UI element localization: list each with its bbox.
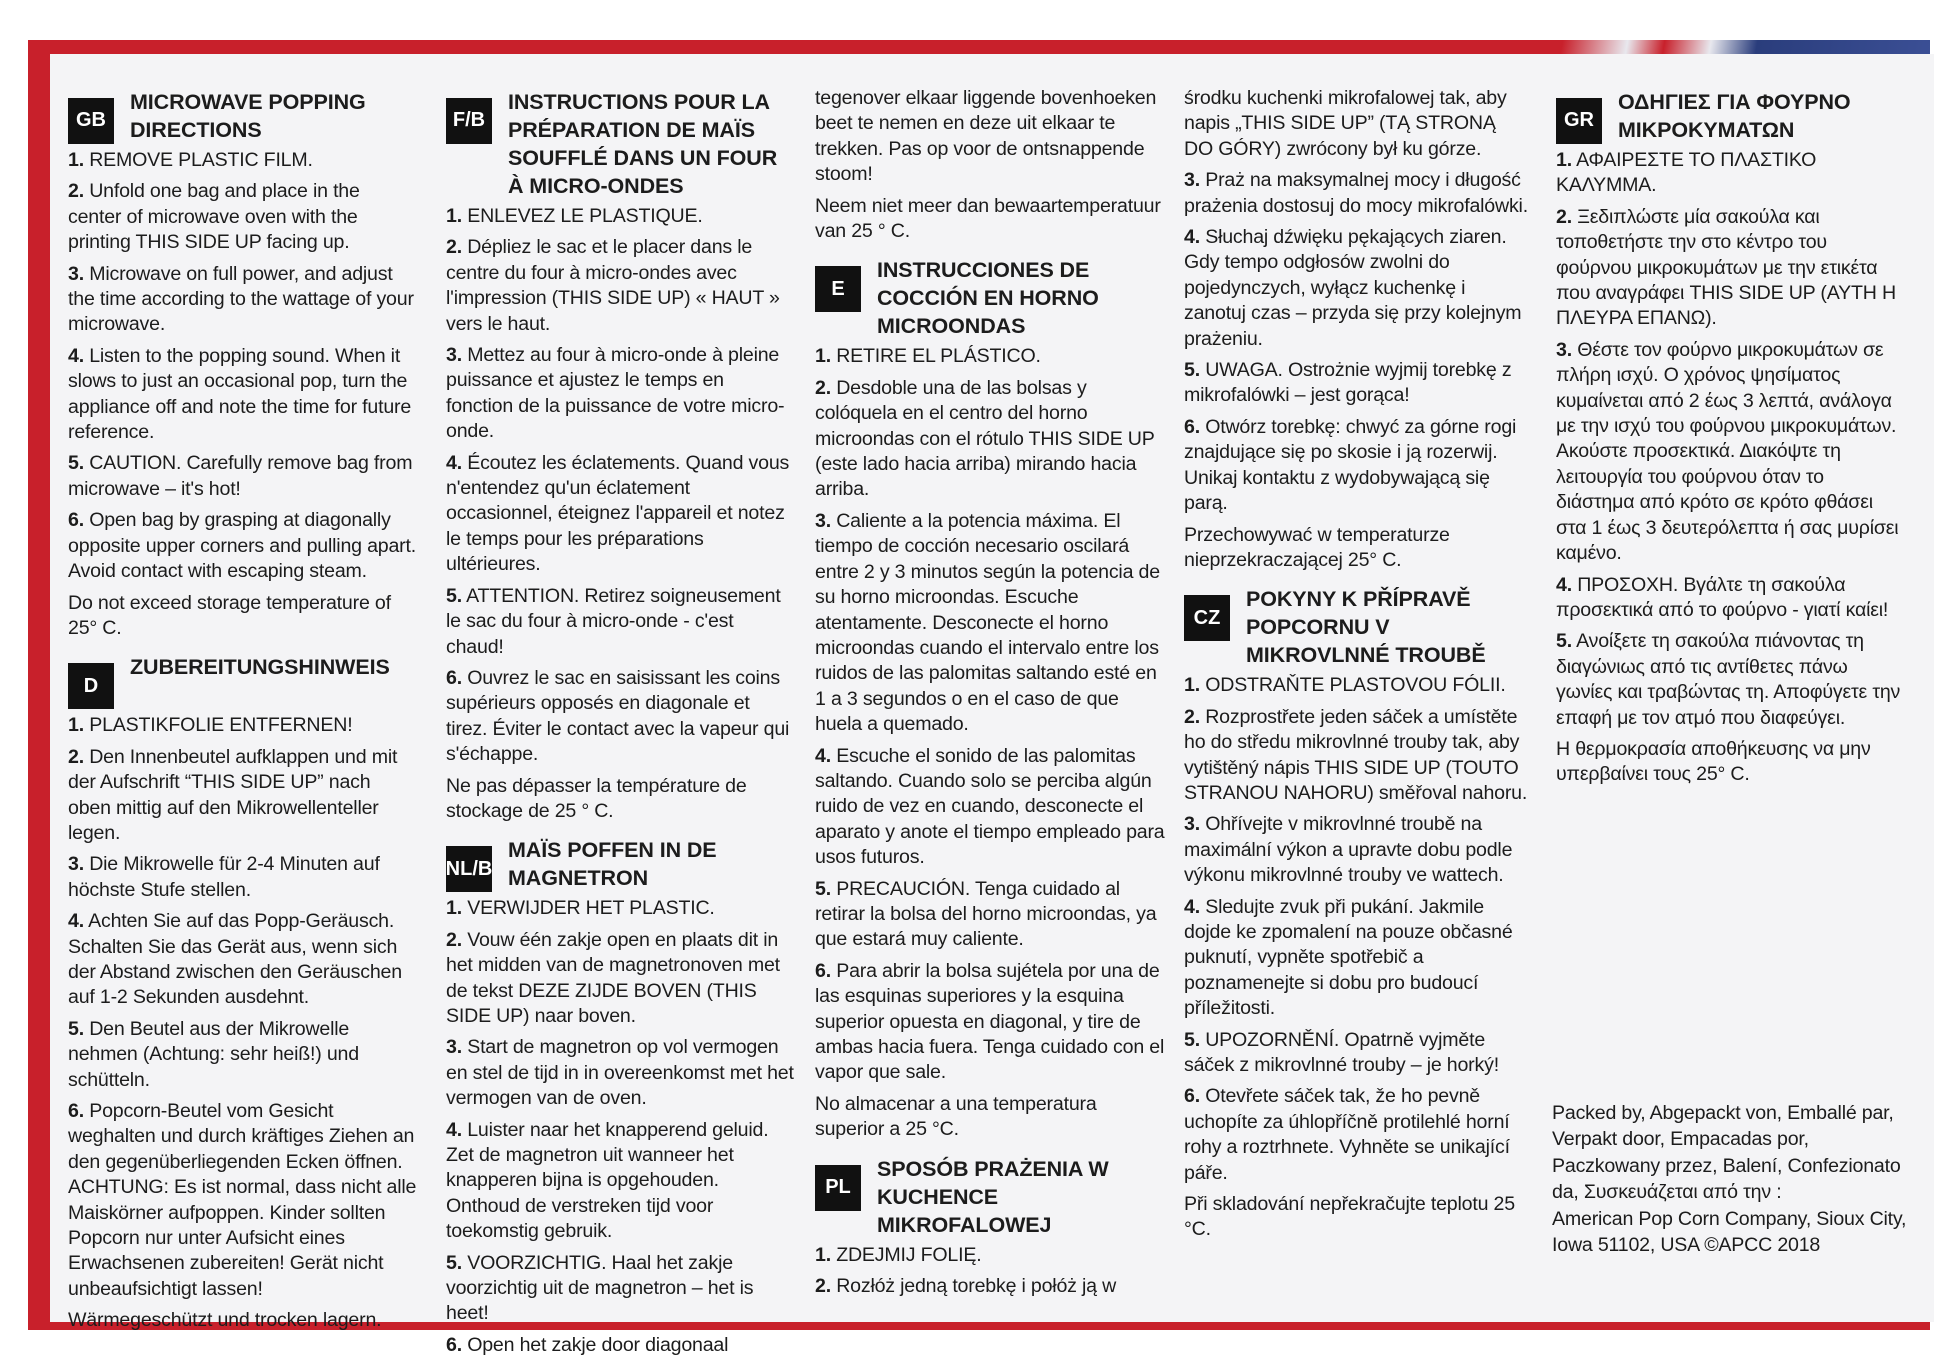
instruction-item — [446, 666, 794, 768]
item-number: 2. — [446, 928, 462, 951]
item-number: 6. — [815, 959, 831, 982]
item-number: 4. — [446, 451, 462, 474]
language-badge-cz: CZ — [1184, 595, 1230, 641]
item-number: 3. — [446, 344, 462, 367]
section-d — [68, 653, 418, 1333]
item-text: ΠΡΟΣΟΧΗ. Βγάλτε τη σακούλα προσεκτικά από το φούρνο - γιατί καίει! — [1556, 573, 1889, 621]
item-number: 1. — [68, 714, 84, 737]
instruction-item — [815, 1274, 1165, 1299]
item-number: 3. — [815, 509, 831, 532]
item-text: Dépliez le sac et le placer dans le centre du four à micro-ondes avec l'impression (THIS SIDE UP) « HAUT » vers le haut. — [446, 236, 780, 335]
item-text: RETIRE EL PLÁSTICO. — [830, 345, 1041, 368]
item-number: 4. — [446, 1118, 462, 1141]
instruction-item — [68, 148, 418, 173]
column-3 — [815, 86, 1165, 1311]
item-number: 2. — [1184, 705, 1200, 728]
instruction-item — [815, 376, 1165, 503]
item-text: Mettez au four à micro-onde à pleine puissance et ajustez le temps en fonction de la puissance de votre micro-onde. — [446, 344, 785, 443]
item-number: 1. — [1184, 674, 1200, 697]
instruction-item — [1184, 1084, 1529, 1186]
instruction-item — [1556, 148, 1901, 199]
column-5 — [1556, 86, 1901, 800]
item-text: Praż na maksymalnej mocy i długość prażenia dostosuj do mocy mikrofalówki. — [1184, 169, 1528, 217]
instruction-item — [446, 928, 794, 1030]
language-badge-gr: GR — [1556, 98, 1602, 144]
instruction-item — [446, 204, 794, 229]
instruction-item — [446, 343, 794, 445]
item-text: Achten Sie auf das Popp-Geräusch. Schalten Sie das Gerät aus, wenn sich der Abstand zwischen den Geräuschen auf 1-2 Sekunden ausdehnt. — [68, 910, 402, 1009]
storage-note: Ne pas dépasser la température de stockage de 25 ° C. — [446, 774, 747, 822]
section-header — [815, 256, 1165, 340]
item-text: Den Beutel aus der Mikrowelle nehmen (Achtung: sehr heiß!) und schütteln. — [68, 1017, 359, 1091]
packer-info — [1552, 1100, 1912, 1258]
section-title: ZUBEREITUNGSHINWEIS — [130, 655, 390, 680]
continued-text: tegenover elkaar liggende bovenhoeken beet te nemen en deze uit elkaar te trekken. Pas op voor de ontsnappende stoom! — [815, 87, 1157, 186]
item-number: 2. — [1556, 205, 1572, 228]
instruction-item — [446, 584, 794, 660]
storage-note: Wärmegeschützt und trocken lagern. — [68, 1309, 382, 1332]
language-badge-e: E — [815, 266, 861, 312]
item-number: 5. — [446, 1251, 462, 1274]
section-gb — [68, 88, 418, 641]
item-text: Ανοίξετε τη σακούλα πιάνοντας τη διαγώνιως από τις αντίθετες πάνω γωνίες και τραβώντας τη. Αποφύγετε την επαφή με τον ατμό που διαφεύγει. — [1556, 630, 1901, 729]
item-text: REMOVE PLASTIC FILM. — [83, 149, 313, 171]
item-number: 5. — [1184, 359, 1200, 382]
item-number: 6. — [1184, 415, 1200, 438]
instruction-item — [68, 262, 418, 338]
item-text: Popcorn-Beutel vom Gesicht weghalten und durch kräftiges Ziehen an den gegenüberliegenden Ecken öffnen. ACHTUNG: Es ist normal, dass nicht alle Maiskörner aufpoppen. Kinder sollten Popcorn nur unter Aufsicht eines Erwachsenen zubereiten! Gerät nicht unbeaufsichtigt lassen! — [68, 1100, 417, 1300]
instruction-item — [1184, 895, 1529, 1022]
item-number: 6. — [68, 509, 84, 532]
language-badge-d: D — [68, 663, 114, 709]
section-pl-continued — [1184, 86, 1529, 573]
section-title: INSTRUCCIONES DE COCCIÓN EN HORNO MICROONDAS — [877, 258, 1099, 339]
storage-note: Do not exceed storage temperature of 25° C. — [68, 591, 391, 639]
instruction-item — [68, 745, 418, 847]
instruction-item — [446, 1118, 794, 1245]
item-number: 4. — [68, 910, 84, 933]
item-number: 1. — [815, 1243, 831, 1266]
item-text: Open het zakje door diagonaal — [461, 1333, 729, 1356]
item-text: Écoutez les éclatements. Quand vous n'entendez qu'un éclatement occasionnel, éteignez l'appareil et notez le temps pour les préparations ultérieures. — [446, 451, 790, 576]
storage-note: Przechowywać w temperaturze nieprzekraczającej 25° C. — [1184, 523, 1450, 571]
instruction-item — [68, 508, 418, 584]
section-gr — [1556, 88, 1901, 788]
item-text: Sledujte zvuk při pukání. Jakmile dojde ke zpomalení na pouze občasné puknutí, vypněte spotřebič a poznamenejte si dobu pro budoucí příležitosti. — [1184, 895, 1513, 1020]
item-number: 5. — [815, 877, 831, 900]
item-text: PRECAUCIÓN. Tenga cuidado al retirar la bolsa del horno microondas, ya que estará muy caliente. — [815, 877, 1157, 951]
instruction-item — [1184, 358, 1529, 409]
item-text: Microwave on full power, and adjust the time according to the wattage of your microwave. — [68, 262, 414, 336]
instruction-item — [1184, 1028, 1529, 1079]
company-address: American Pop Corn Company, Sioux City, Iowa 51102, USA ©APCC 2018 — [1552, 1207, 1907, 1257]
item-text: ATTENTION. Retirez soigneusement le sac du four à micro-onde - c'est chaud! — [446, 584, 781, 658]
item-number: 2. — [815, 1275, 831, 1298]
instruction-item — [446, 451, 794, 578]
packed-by-text: Packed by, Abgepackt von, Emballé par, Verpakt door, Empacadas por, Paczkowany przez, Balení, Confezionato da, Συσκευάζεται από την : — [1552, 1102, 1901, 1204]
item-number: 1. — [68, 149, 84, 171]
item-number: 5. — [1184, 1028, 1200, 1051]
item-number: 5. — [68, 452, 84, 475]
instruction-item — [68, 179, 418, 255]
item-text: Start de magnetron op vol vermogen en stel de tijd in in overeenkomst met het vermogen van de oven. — [446, 1036, 794, 1110]
instruction-item — [1556, 338, 1901, 567]
item-number: 4. — [815, 744, 831, 767]
item-text: Unfold one bag and place in the center of microwave oven with the printing THIS SIDE UP facing up. — [68, 180, 360, 254]
section-cz — [1184, 585, 1529, 1243]
instruction-item — [68, 713, 418, 738]
item-number: 1. — [1556, 149, 1572, 171]
instruction-item — [815, 1243, 1165, 1268]
item-text: Słuchaj dźwięku pękających ziaren. Gdy tempo odgłosów zwolni do pojedynczych, wyłącz kuchenkę i zanotuj czas – przyda się przy kolejnym prażeniu. — [1184, 226, 1522, 350]
item-number: 6. — [1184, 1085, 1200, 1108]
section-title: POKYNY K PŘÍPRAVĚ POPCORNU V MIKROVLNNÉ TROUBĚ — [1246, 587, 1486, 668]
section-header — [446, 88, 794, 200]
item-text: Die Mikrowelle für 2-4 Minuten auf höchste Stufe stellen. — [68, 853, 380, 901]
section-title: MICROWAVE POPPING DIRECTIONS — [130, 90, 366, 142]
item-text: UWAGA. Ostrożnie wyjmij torebkę z mikrofalówki – jest gorąca! — [1184, 359, 1512, 407]
instruction-item — [1184, 812, 1529, 888]
item-text: Desdoble una de las bolsas y colóquela en el centro del horno microondas con el rótulo THIS SIDE UP (este lado hacia arriba) mirando hacia arriba. — [815, 376, 1155, 501]
item-text: ZDEJMIJ FOLIĘ. — [830, 1243, 982, 1266]
section-header — [1184, 585, 1529, 669]
instruction-item — [815, 744, 1165, 871]
column-1 — [68, 86, 418, 1346]
item-number: 4. — [1184, 226, 1200, 249]
item-text: Escuche el sonido de las palomitas saltando. Cuando solo se perciba algún ruido de vez en cuando, desconecte el aparato y anote el tiempo empleado para usos futuros. — [815, 744, 1165, 869]
instruction-item — [446, 1333, 794, 1358]
section-title: INSTRUCTIONS POUR LA PRÉPARATION DE MAÏS SOUFFLÉ DANS UN FOUR À MICRO-ONDES — [508, 90, 778, 198]
item-text: PLASTIKFOLIE ENTFERNEN! — [83, 714, 353, 737]
item-number: 3. — [68, 262, 84, 285]
continued-text: środku kuchenki mikrofalowej tak, aby napis „THIS SIDE UP” (TĄ STRONĄ DO GÓRY) zwrócony był ku górze. — [1184, 87, 1507, 160]
column-2 — [446, 86, 794, 1370]
instruction-item — [68, 909, 418, 1011]
instruction-item — [68, 1017, 418, 1093]
item-number: 3. — [68, 853, 84, 876]
storage-note: Η θερμοκρασία αποθήκευσης να μην υπερβαίνει τους 25° C. — [1556, 737, 1871, 786]
instruction-item — [815, 509, 1165, 738]
language-badge-nl: NL/B — [446, 846, 492, 892]
item-number: 6. — [68, 1100, 84, 1122]
instruction-item — [68, 344, 418, 446]
section-header — [68, 88, 418, 144]
item-text: VOORZICHTIG. Haal het zakje voorzichtig uit de magnetron – het is heet! — [446, 1251, 754, 1325]
section-nl — [446, 836, 794, 1358]
item-number: 5. — [68, 1017, 84, 1040]
section-e — [815, 256, 1165, 1142]
storage-note: Při skladování nepřekračujte teplotu 25 °C. — [1184, 1193, 1515, 1241]
item-text: Ξεδιπλώστε μία σακούλα και τοποθετήστε την στο κέντρο του φούρνου μικροκυμάτων με την ετικέτα που αναγράφει THIS SIDE UP (ΑΥΤΗ Η ΠΛΕΥΡΑ ΕΠΑΝΩ). — [1556, 205, 1896, 330]
item-number: 2. — [68, 745, 84, 768]
item-number: 1. — [815, 345, 831, 368]
item-number: 2. — [68, 180, 84, 203]
item-text: Rozprostřete jeden sáček a umístěte ho do středu mikrovlnné trouby tak, aby vytištěný nápis THIS SIDE UP (TOUTO STRANOU NAHORU) směřoval nahoru. — [1184, 705, 1528, 804]
item-number: 3. — [446, 1036, 462, 1059]
item-text: Caliente a la potencia máxima. El tiempo de cocción necesario oscilará entre 2 y 3 minutos según la potencia de su horno microondas. Escuche atentamente. Desconecte el horno microondas cuando el intervalo entre los ruidos de las palomitas saltando esté en 1 a 3 segundos o en el caso de que huela a quemado. — [815, 509, 1160, 736]
item-text: ODSTRAŇTE PLASTOVOU FÓLII. — [1199, 674, 1506, 697]
instruction-item — [815, 959, 1165, 1086]
item-number: 5. — [446, 584, 462, 607]
item-number: 1. — [446, 205, 462, 227]
instruction-item — [1184, 673, 1529, 698]
language-badge-gb: GB — [68, 98, 114, 144]
item-text: Otwórz torebkę: chwyć za górne rogi znajdujące się po skosie i ją rozerwij. Unikaj kontaktu z wydobywającą się parą. — [1184, 415, 1517, 515]
instruction-item — [446, 235, 794, 337]
item-text: ENLEVEZ LE PLASTIQUE. — [461, 205, 703, 227]
language-badge-fb: F/B — [446, 98, 492, 144]
instruction-item — [815, 877, 1165, 953]
instruction-item — [1556, 629, 1901, 731]
item-text: Vouw één zakje open en plaats dit in het midden van de magnetronoven met de tekst DEZE ZIJDE BOVEN (THIS SIDE UP) naar boven. — [446, 928, 780, 1027]
item-text: Ohřívejte v mikrovlnné troubě na maximální výkon a upravte dobu podle výkonu mikrovlnné trouby ve wattech. — [1184, 813, 1513, 887]
instruction-item — [1556, 205, 1901, 332]
section-header — [815, 1155, 1165, 1239]
item-number: 3. — [1184, 813, 1200, 836]
instruction-item — [446, 1035, 794, 1111]
item-number: 4. — [1556, 573, 1572, 596]
section-title: SPOSÓB PRAŻENIA W KUCHENCE MIKROFALOWEJ — [877, 1156, 1109, 1237]
section-title: MAÏS POFFEN IN DE MAGNETRON — [508, 838, 717, 891]
item-number: 2. — [446, 236, 462, 259]
item-text: CAUTION. Carefully remove bag from microwave – it's hot! — [68, 452, 413, 500]
section-title: ΟΔΗΓΙΕΣ ΓΙΑ ΦΟΥΡΝΟ ΜΙΚΡΟΚΥΜΑΤΩΝ — [1618, 90, 1851, 142]
instruction-item — [68, 852, 418, 903]
instruction-item — [815, 344, 1165, 369]
section-header — [68, 653, 418, 709]
storage-note: Neem niet meer dan bewaartemperatuur van 25 ° C. — [815, 194, 1161, 243]
item-text: Luister naar het knapperend geluid. Zet de magnetron uit wanneer het knapperen bijna is opgehouden. Onthoud de verstreken tijd voor toekomstig gebruik. — [446, 1118, 769, 1243]
item-text: Den Innenbeutel aufklappen und mit der Aufschrift “THIS SIDE UP” nach oben mittig auf den Mikrowellenteller legen. — [68, 745, 398, 844]
item-text: Open bag by grasping at diagonally opposite upper corners and pulling apart. Avoid contact with escaping steam. — [68, 509, 416, 583]
instruction-item — [446, 1251, 794, 1327]
language-badge-pl: PL — [815, 1165, 861, 1211]
item-number: 4. — [68, 344, 84, 367]
item-number: 5. — [1556, 630, 1572, 653]
section-pl — [815, 1155, 1165, 1300]
section-header — [1556, 88, 1901, 144]
item-text: ΑΦΑΙΡΕΣΤΕ ΤΟ ΠΛΑΣΤΙΚΟ ΚΑΛΥΜΜΑ. — [1556, 149, 1817, 197]
item-number: 2. — [815, 376, 831, 399]
storage-note: No almacenar a una temperatura superior a 25 °C. — [815, 1092, 1097, 1141]
instruction-item — [1184, 168, 1529, 219]
instruction-item — [1556, 573, 1901, 624]
item-number: 4. — [1184, 895, 1200, 918]
section-header — [446, 836, 794, 892]
instruction-item — [1184, 225, 1529, 352]
instruction-item — [1184, 705, 1529, 807]
instruction-item — [1184, 415, 1529, 517]
item-text: Otevřete sáček tak, že ho pevně uchopíte za úhlopříčně protilehlé horní rohy a roztrhnete. Vyhněte se unikající páře. — [1184, 1085, 1510, 1184]
instruction-item — [68, 1099, 418, 1302]
item-text: Listen to the popping sound. When it slows to just an occasional pop, turn the appliance off and note the time for future reference. — [68, 344, 412, 444]
item-number: 3. — [1184, 169, 1200, 192]
column-4 — [1184, 86, 1529, 1255]
item-text: Θέστε τον φούρνο μικροκυμάτων σε πλήρη ισχύ. Ο χρόνος ψησίματος κυμαίνεται από 2 έως 3 λεπτά, ανάλογα με την ισχύ του φούρνου μικροκυμάτων. Ακούστε προσεκτικά. Διακόψτε τη λειτουργία του φούρνου όταν το διάστημα από κρότο σε κρότο φθάσει στα 1 έως 3 δευτερόλεπτα ή σας μυρίσει καμένο. — [1556, 338, 1899, 565]
instruction-item — [446, 896, 794, 921]
section-nl-continued — [815, 86, 1165, 244]
item-number: 3. — [1556, 338, 1572, 361]
item-text: Rozłóż jedną torebkę i połóż ją w — [830, 1275, 1117, 1298]
item-text: Ouvrez le sac en saisissant les coins supérieurs opposés en diagonale et tirez. Éviter le contact avec la vapeur qui s'échappe. — [446, 666, 790, 766]
item-text: VERWIJDER HET PLASTIC. — [461, 897, 715, 920]
item-number: 1. — [446, 897, 462, 920]
item-text: UPOZORNĚNÍ. Opatrně vyjměte sáček z mikrovlnné trouby – je horký! — [1184, 1028, 1499, 1076]
instruction-item — [68, 451, 418, 502]
item-number: 6. — [446, 1333, 462, 1356]
item-text: Para abrir la bolsa sujétela por una de las esquinas superiores y la esquina superior opuesta en diagonal, y tire de ambas hacia fuera. Tenga cuidado con el vapor que sale. — [815, 959, 1165, 1084]
item-number: 6. — [446, 666, 462, 689]
section-fb — [446, 88, 794, 824]
